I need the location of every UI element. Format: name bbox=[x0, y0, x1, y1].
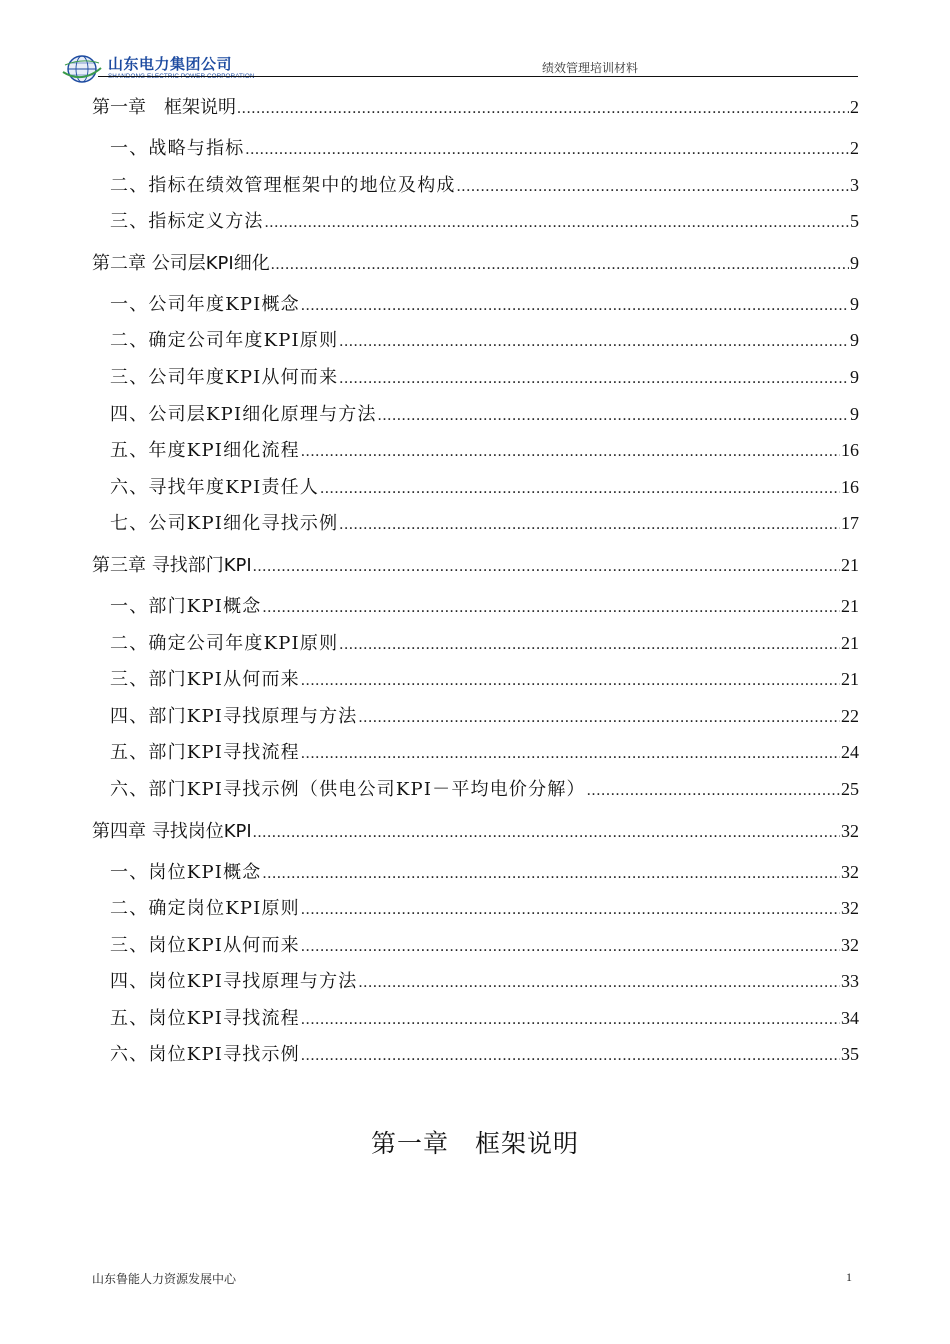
table-of-contents bbox=[92, 84, 859, 1073]
footer-organization: 山东鲁能人力资源发展中心 bbox=[92, 1272, 237, 1286]
toc-entry-title: 二、确定岗位KPI原则 bbox=[110, 898, 300, 920]
toc-entry-title: 四、岗位KPI寻找原理与方法 bbox=[110, 971, 358, 993]
toc-entry-title: 一、战略与指标 bbox=[110, 138, 245, 159]
toc-dot-leader bbox=[301, 1002, 840, 1039]
toc-dot-leader bbox=[253, 810, 840, 856]
toc-section-entry[interactable] bbox=[92, 130, 859, 167]
toc-section-entry[interactable] bbox=[92, 167, 859, 204]
toc-entry-page: 21 bbox=[841, 554, 859, 575]
toc-entry-title: 五、岗位KPI寻找流程 bbox=[110, 1007, 300, 1029]
toc-entry-title: 二、确定公司年度KPI原则 bbox=[110, 632, 339, 654]
toc-dot-leader bbox=[301, 288, 849, 325]
toc-entry-title: 四、部门KPI寻找原理与方法 bbox=[110, 705, 358, 727]
chapter-heading: 第一章 框架说明 bbox=[370, 1129, 579, 1158]
toc-dot-leader bbox=[358, 700, 840, 737]
toc-entry-title: 六、部门KPI寻找示例（供电公司KPI－平均电价分解） bbox=[110, 778, 586, 800]
toc-section-entry[interactable] bbox=[92, 854, 859, 891]
logo-company-name-en: SHANDONG ELECTRIC POWER CORPORATION bbox=[108, 73, 255, 80]
toc-entry-page: 21 bbox=[841, 632, 859, 653]
toc-entry-page: 5 bbox=[850, 211, 859, 232]
toc-entry-page: 16 bbox=[841, 476, 859, 497]
toc-entry-title: 五、年度KPI细化流程 bbox=[110, 440, 300, 462]
toc-entry-page: 24 bbox=[841, 742, 859, 763]
globe-logo-icon bbox=[62, 54, 102, 84]
toc-entry-page: 35 bbox=[841, 1044, 859, 1065]
toc-chapter-entry[interactable] bbox=[92, 84, 859, 130]
toc-entry-page: 25 bbox=[841, 778, 859, 799]
toc-entry-page: 32 bbox=[841, 898, 859, 919]
toc-entry-title: 七、公司KPI细化寻找示例 bbox=[110, 513, 339, 535]
toc-entry-page: 2 bbox=[850, 97, 859, 117]
toc-entry-title: 三、部门KPI从何而来 bbox=[110, 669, 300, 691]
toc-entry-title: 第二章 公司层KPI细化 bbox=[92, 252, 270, 274]
toc-entry-page: 9 bbox=[850, 293, 859, 314]
toc-section-entry[interactable] bbox=[92, 890, 859, 927]
toc-entry-page: 9 bbox=[850, 252, 859, 273]
toc-section-entry[interactable] bbox=[92, 1036, 859, 1073]
toc-section-entry[interactable] bbox=[92, 698, 859, 735]
toc-entry-page: 22 bbox=[841, 705, 859, 726]
toc-dot-leader bbox=[301, 1038, 840, 1075]
toc-entry-title: 五、部门KPI寻找流程 bbox=[110, 742, 300, 764]
toc-dot-leader bbox=[339, 361, 849, 398]
toc-section-entry[interactable] bbox=[92, 203, 859, 240]
toc-dot-leader bbox=[457, 169, 849, 206]
toc-entry-page: 32 bbox=[841, 861, 859, 882]
toc-section-entry[interactable] bbox=[92, 359, 859, 396]
toc-dot-leader bbox=[262, 590, 840, 627]
toc-section-entry[interactable] bbox=[92, 625, 859, 662]
document-title: 绩效管理培训材料 bbox=[541, 61, 638, 75]
toc-entry-page: 32 bbox=[841, 820, 859, 841]
toc-section-entry[interactable] bbox=[92, 771, 859, 808]
toc-dot-leader bbox=[587, 773, 840, 810]
toc-dot-leader bbox=[262, 856, 840, 893]
logo-company-name-cn: 山东电力集团公司 bbox=[108, 55, 233, 73]
toc-dot-leader bbox=[301, 929, 840, 966]
toc-entry-page: 33 bbox=[841, 971, 859, 992]
toc-section-entry[interactable] bbox=[92, 734, 859, 771]
toc-entry-title: 三、公司年度KPI从何而来 bbox=[110, 366, 339, 388]
toc-entry-page: 21 bbox=[841, 669, 859, 690]
toc-chapter-entry[interactable] bbox=[92, 240, 859, 286]
toc-entry-page: 2 bbox=[850, 138, 859, 158]
toc-entry-title: 第四章 寻找岗位KPI bbox=[92, 820, 252, 842]
toc-section-entry[interactable] bbox=[92, 432, 859, 469]
toc-entry-title: 四、公司层KPI细化原理与方法 bbox=[110, 403, 377, 425]
toc-dot-leader bbox=[301, 892, 840, 929]
company-logo bbox=[60, 52, 280, 86]
toc-entry-title: 三、指标定义方法 bbox=[110, 211, 264, 233]
toc-entry-page: 21 bbox=[841, 595, 859, 616]
toc-dot-leader bbox=[358, 965, 840, 1002]
toc-section-entry[interactable] bbox=[92, 588, 859, 625]
toc-entry-page: 9 bbox=[850, 366, 859, 387]
toc-dot-leader bbox=[339, 507, 840, 544]
toc-section-entry[interactable] bbox=[92, 505, 859, 542]
toc-entry-title: 第一章 框架说明 bbox=[92, 97, 236, 118]
toc-entry-page: 32 bbox=[841, 934, 859, 955]
toc-dot-leader bbox=[378, 398, 849, 435]
toc-entry-title: 二、指标在绩效管理框架中的地位及构成 bbox=[110, 174, 456, 196]
footer-page-number: 1 bbox=[846, 1270, 852, 1284]
toc-dot-leader bbox=[265, 205, 849, 242]
toc-entry-title: 六、寻找年度KPI责任人 bbox=[110, 476, 320, 498]
toc-dot-leader bbox=[320, 471, 840, 508]
toc-entry-title: 一、岗位KPI概念 bbox=[110, 861, 262, 883]
toc-chapter-entry[interactable] bbox=[92, 542, 859, 588]
toc-dot-leader bbox=[253, 544, 840, 590]
toc-entry-page: 17 bbox=[841, 513, 859, 534]
toc-chapter-entry[interactable] bbox=[92, 808, 859, 854]
toc-dot-leader bbox=[301, 434, 840, 471]
toc-dot-leader bbox=[245, 132, 849, 169]
toc-section-entry[interactable] bbox=[92, 661, 859, 698]
toc-dot-leader bbox=[339, 627, 840, 664]
toc-dot-leader bbox=[339, 324, 849, 361]
toc-section-entry[interactable] bbox=[92, 469, 859, 506]
toc-entry-page: 16 bbox=[841, 440, 859, 461]
page-header bbox=[60, 52, 860, 86]
toc-section-entry[interactable] bbox=[92, 396, 859, 433]
toc-dot-leader bbox=[301, 663, 840, 700]
toc-entry-title: 六、岗位KPI寻找示例 bbox=[110, 1044, 300, 1066]
toc-section-entry[interactable] bbox=[92, 322, 859, 359]
toc-section-entry[interactable] bbox=[92, 286, 859, 323]
toc-entry-page: 34 bbox=[841, 1007, 859, 1028]
toc-entry-title: 一、公司年度KPI概念 bbox=[110, 293, 300, 315]
toc-section-entry[interactable] bbox=[92, 1000, 859, 1037]
toc-entry-page: 9 bbox=[850, 403, 859, 424]
toc-entry-title: 三、岗位KPI从何而来 bbox=[110, 934, 300, 956]
toc-dot-leader bbox=[301, 736, 840, 773]
toc-entry-title: 二、确定公司年度KPI原则 bbox=[110, 330, 339, 352]
toc-entry-title: 一、部门KPI概念 bbox=[110, 595, 262, 617]
header-divider bbox=[98, 76, 858, 77]
toc-dot-leader bbox=[271, 242, 849, 288]
toc-entry-title: 第三章 寻找部门KPI bbox=[92, 554, 252, 576]
toc-dot-leader bbox=[237, 86, 849, 132]
toc-entry-page: 9 bbox=[850, 330, 859, 351]
toc-section-entry[interactable] bbox=[92, 963, 859, 1000]
toc-section-entry[interactable] bbox=[92, 927, 859, 964]
toc-entry-page: 3 bbox=[850, 174, 859, 195]
